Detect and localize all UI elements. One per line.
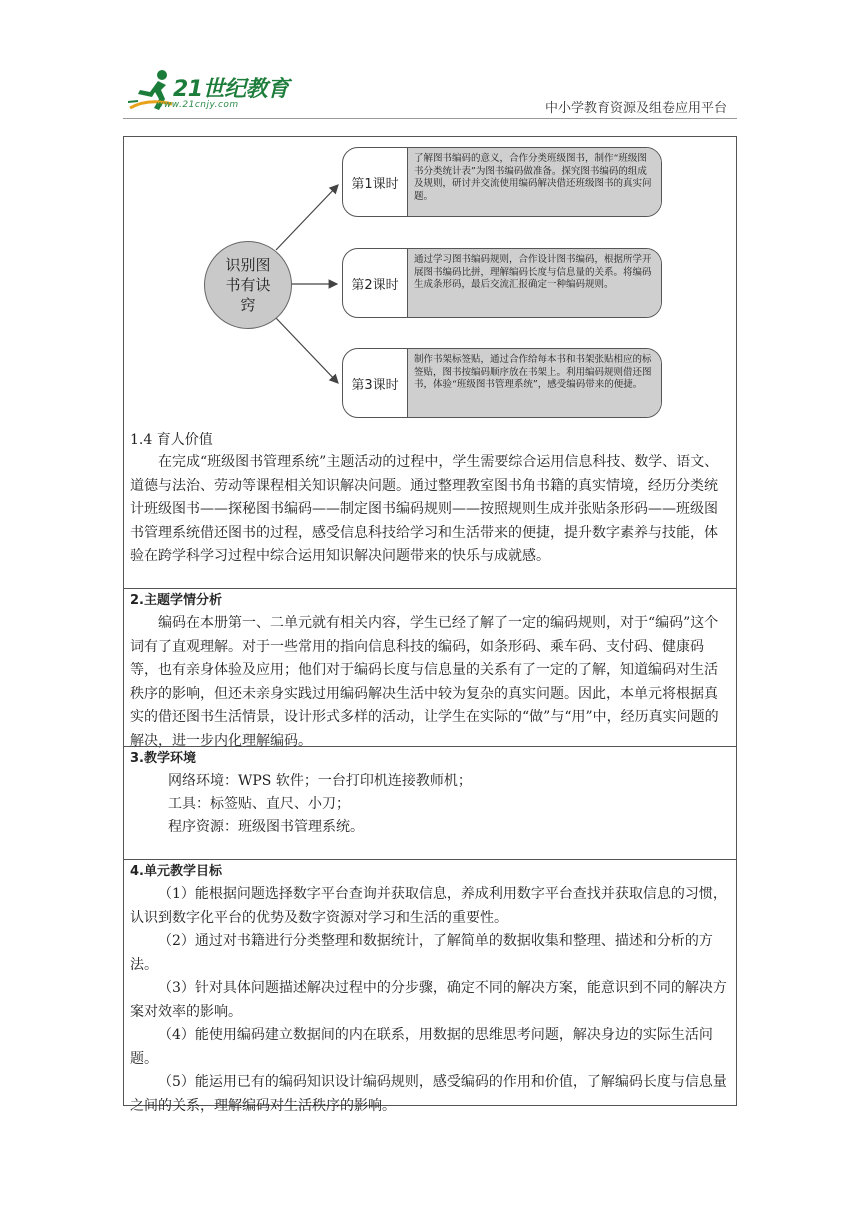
logo-url: www.21cnjy.com (156, 100, 239, 110)
objective-item: （3）针对具体问题描述解决过程中的分步骤，确定不同的解决方案，能意识到不同的解决方案对效率的影响。 (130, 980, 727, 1020)
lesson-structure-diagram (124, 137, 738, 427)
objective-item: （2）通过对书籍进行分类整理和数据统计，了解简单的数据收集和整理、描述和分析的方法。 (130, 933, 713, 973)
section-title: 4.单元教学目标 (130, 864, 222, 879)
site-logo (128, 68, 293, 118)
lesson-desc: 了解图书编码的意义，合作分类班级图书，制作“班级图书分类统计表”为图书编码做准备。探究图书编码的组成及规则，研讨并交流使用编码解决借还班级图书的真实问题。 (407, 148, 661, 216)
env-line: 网络环境：WPS 软件；一台打印机连接教师机； (168, 773, 472, 789)
section-body: 在完成“班级图书管理系统”主题活动的过程中，学生需要综合运用信息科技、数学、语文、道德与法治、劳动等课程相关知识解决问题。通过整理教室图书角书籍的真实情境，经历分类统计班级图书——探秘图书编码——制定图书编码规则——按照规则生成并张贴条形码——班级图书管理系统借还图书的过程，感受信息科技给学习和生活带来的便捷，提升数字素养与技能，体验在跨学科学习过程中综合运用知识解决问题带来的快乐与成就感。 (130, 454, 719, 564)
section-title: 2.主题学情分析 (130, 593, 222, 608)
lesson-label: 第3课时 (351, 377, 399, 393)
objective-item: （1）能根据问题选择数字平台查询并获取信息，养成利用数字平台查找并获取信息的习惯，认识到数字化平台的优势及数字资源对学习和生活的重要性。 (130, 886, 727, 926)
table-cell-environment (124, 746, 736, 859)
header-tagline: 中小学教育资源及组卷应用平台 (544, 101, 727, 116)
section-title: 1.4 育人价值 (130, 432, 213, 448)
lesson-box-1 (342, 147, 662, 217)
lesson-desc: 通过学习图书编码规则，合作设计图书编码，根据所学开展图书编码比拼，理解编码长度与信息量的关系。将编码生成条形码，最后交流汇报确定一种编码规则。 (407, 249, 661, 317)
lesson-label: 第2课时 (351, 277, 399, 293)
lesson-desc: 制作书架标签贴，通过合作给每本书和书架张贴相应的标签贴，图书按编码顺序放在书架上。利用编码规则借还图书，体验“班级图书管理系统”，感受编码带来的便捷。 (407, 349, 661, 417)
table-cell-objectives (124, 859, 736, 1114)
table-cell-overview (124, 137, 736, 588)
arrow-lesson-1 (276, 185, 338, 250)
header-divider (123, 118, 737, 119)
env-line: 工具：标签贴、直尺、小刀； (168, 796, 350, 812)
logo-text: 21世纪教育 (173, 77, 289, 102)
lesson-plan-table (123, 136, 737, 1114)
table-cell-learner-analysis (124, 588, 736, 749)
section-body: 编码在本册第一、二单元就有相关内容，学生已经了解了一定的编码规则，对于“编码”这个词有了直观理解。对于一些常用的指向信息科技的编码，如条形码、乘车码、支付码、健康码等，也有亲身体验及应用；他们对于编码长度与信息量的关系有了一定的了解，知道编码对生活秩序的影响，但还未亲身实践过用编码解决生活中较为复杂的真实问题。因此，本单元将根据真实的借还图书生活情景，设计形式多样的活动，让学生在实际的“做”与“用”中，经历真实问题的解决，进一步内化理解编码。 (130, 615, 719, 749)
lesson-box-3 (342, 348, 662, 418)
lesson-box-2 (342, 248, 662, 318)
env-line: 程序资源：班级图书管理系统。 (168, 819, 364, 835)
section-1-4 (130, 429, 730, 569)
section-title: 3.教学环境 (130, 751, 196, 766)
lesson-label: 第1课时 (351, 176, 399, 192)
objective-item: （4）能使用编码建立数据间的内在联系，用数据的思维思考问题，解决身边的实际生活问题。 (130, 1027, 713, 1067)
center-topic-node: 识别图书有诀窍 (204, 241, 292, 329)
arrow-lesson-3 (276, 318, 338, 383)
objective-item: （5）能运用已有的编码知识设计编码规则，感受编码的作用和价值，了解编码长度与信息量之间的关系，理解编码对生活秩序的影响。 (130, 1074, 727, 1114)
